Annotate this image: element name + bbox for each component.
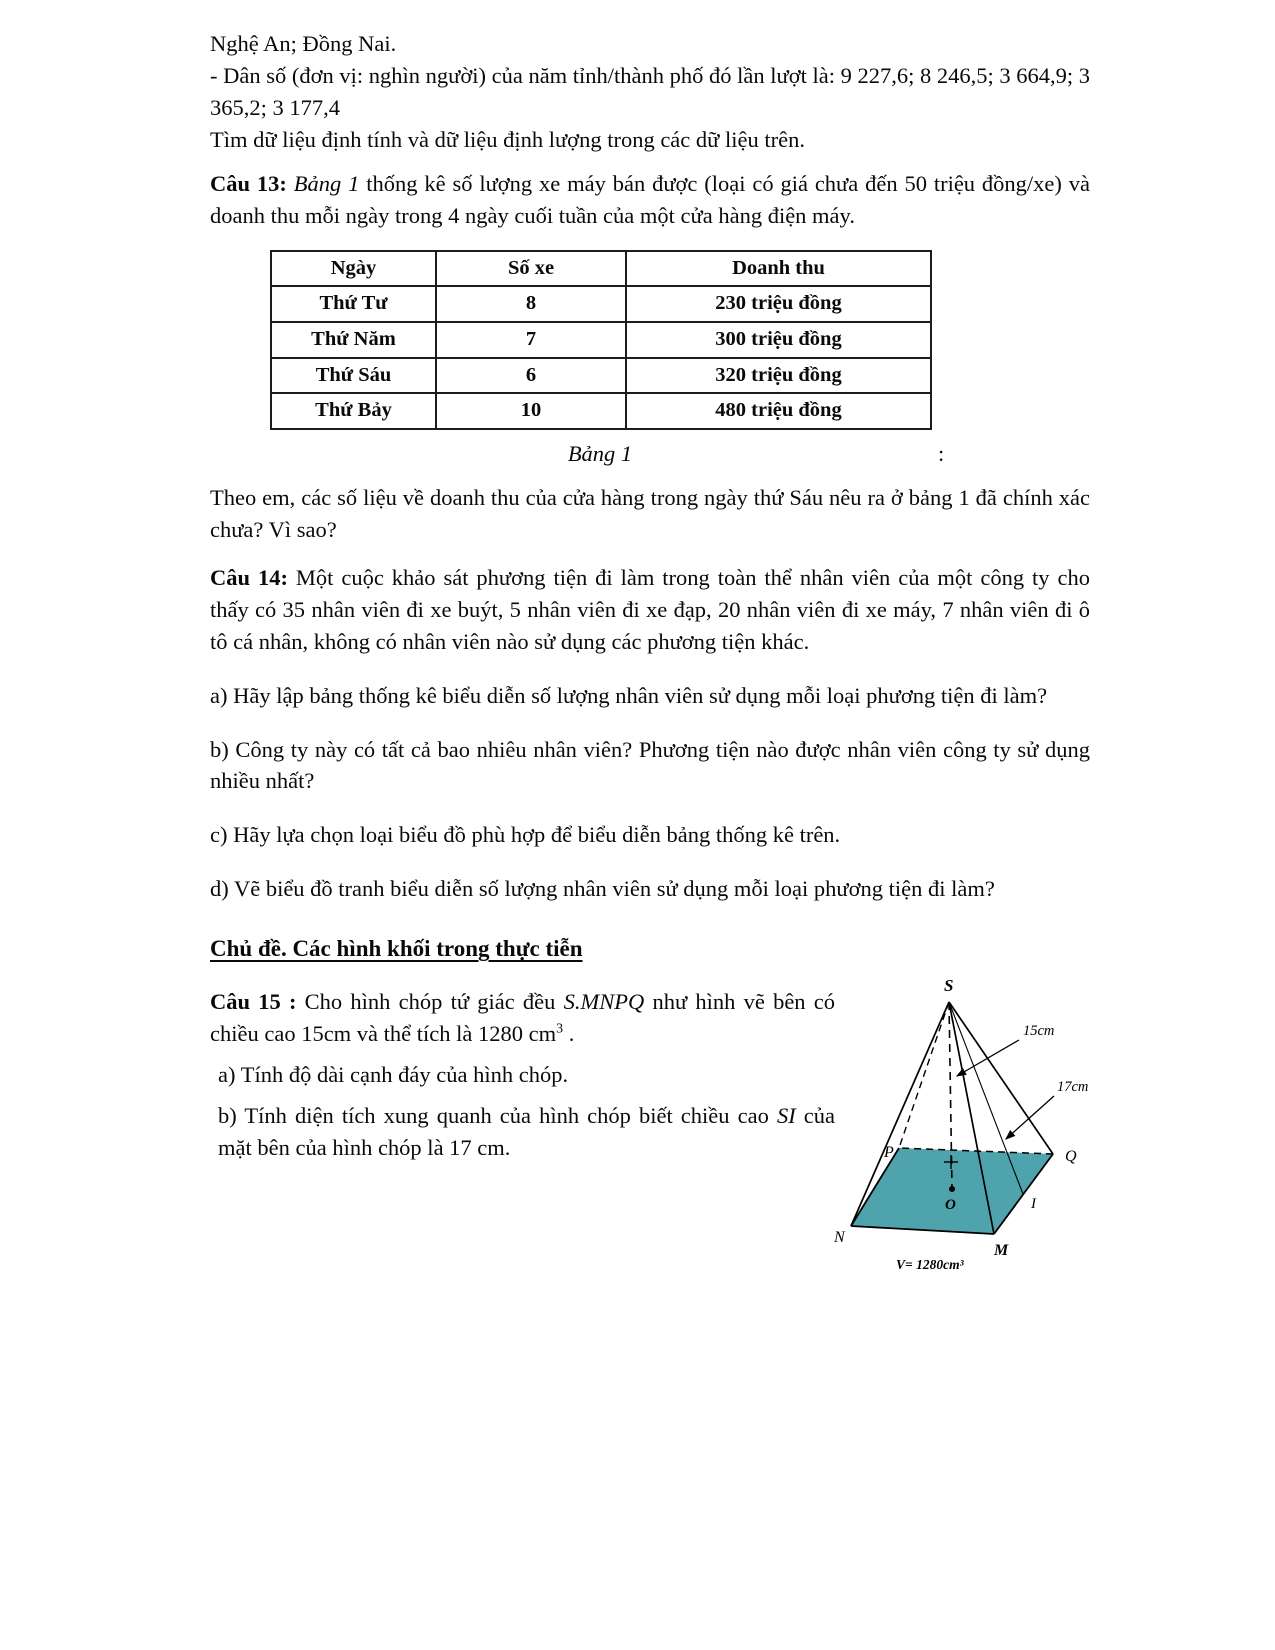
table-cell: 320 triệu đồng [626, 358, 931, 394]
slant-height-name: SI [776, 1102, 796, 1128]
question-14-label: Câu 14: [210, 564, 288, 590]
pyramid-name: S.MNPQ [563, 988, 645, 1014]
question-13-label: Câu 13: [210, 170, 287, 196]
question-15-text-2: như hình vẽ bên có chiều cao 15cm và thể tích là 1280 cm [210, 988, 836, 1046]
intro-line-1: Nghệ An; Đồng Nai. [210, 31, 397, 56]
vertex-label-q: Q [1065, 1147, 1077, 1165]
intro-line-2: - Dân số (đơn vị: nghìn người) của năm tỉnh/thành phố đó lần lượt là: 9 227,6; 8 246,5; 3 664,9; 3 365,2; 3 177,4 [210, 62, 1090, 120]
table-cell: Thứ Tư [271, 286, 436, 322]
question-15-part-b [210, 1100, 835, 1164]
table-row [271, 358, 931, 394]
table-cell: 230 triệu đồng [626, 286, 931, 322]
sales-table [270, 250, 932, 430]
table-cell: 300 triệu đồng [626, 322, 931, 358]
sales-table-body [271, 286, 931, 429]
question-15-text-3: . [568, 1020, 575, 1046]
table-header-row [271, 251, 931, 287]
question-13-followup: Theo em, các số liệu về doanh thu của cửa hàng trong ngày thứ Sáu nêu ra ở bảng 1 đã chính xác chưa? Vì sao? [210, 484, 1090, 542]
question-13-text: thống kê số lượng xe máy bán được (loại có giá chưa đến 50 triệu đồng/xe) và doanh thu mỗi ngày trong 4 ngày cuối tuần của một cửa hàng điện máy. [210, 170, 1090, 228]
slant-label: 17cm [1057, 1078, 1089, 1095]
height-label: 15cm [1023, 1022, 1055, 1039]
center-label-o: O [945, 1196, 956, 1213]
table-header-count: Số xe [436, 251, 626, 287]
question-15-text-1: Cho hình chóp tứ giác đều [304, 988, 556, 1014]
table-cell: 480 triệu đồng [626, 393, 931, 429]
stray-colon: : [938, 440, 945, 466]
vertex-label-n: N [834, 1228, 845, 1246]
question-15-text-block [210, 986, 835, 1164]
question-15-intro [210, 986, 835, 1050]
table-header-day: Ngày [271, 251, 436, 287]
volume-label: V= 1280cm³ [896, 1256, 964, 1272]
cubed-exponent: 3 [556, 1021, 564, 1037]
question-15-label: Câu 15 : [210, 988, 297, 1014]
question-13 [210, 168, 1090, 232]
question-14-part-a: a) Hãy lập bảng thống kê biểu diễn số lượng nhân viên sử dụng mỗi loại phương tiện đi làm? [210, 682, 1048, 708]
table-cell: 8 [436, 286, 626, 322]
table-cell: Thứ Năm [271, 322, 436, 358]
question-13-table-ref: Bảng 1 [293, 170, 360, 196]
vertex-label-m: M [994, 1241, 1009, 1259]
question-15-part-b-text-2: của mặt bên của hình chóp là 17 cm. [218, 1102, 836, 1160]
table-cell: Thứ Bảy [271, 393, 436, 429]
question-15-section [210, 975, 1090, 1316]
table-cell: 7 [436, 322, 626, 358]
table-cell: 10 [436, 393, 626, 429]
table-row [271, 286, 931, 322]
slant-arrow [1006, 1096, 1054, 1139]
midpoint-label-i: I [1031, 1195, 1036, 1212]
table-header-revenue: Doanh thu [626, 251, 931, 287]
question-14-text: Một cuộc khảo sát phương tiện đi làm trong toàn thể nhân viên của một công ty cho thấy có 35 nhân viên đi xe buýt, 5 nhân viên đi xe đạp, 20 nhân viên đi xe máy, 7 nhân viên đi ô tô cá nhân, không có nhân viên nào sử dụng các phương tiện khác. [210, 564, 1090, 654]
question-14-part-c: c) Hãy lựa chọn loại biểu đồ phù hợp để biểu diễn bảng thống kê trên. [210, 822, 841, 848]
table-row [271, 393, 931, 429]
table-cell: 6 [436, 358, 626, 394]
pyramid-figure [826, 976, 1138, 1281]
table-row [271, 322, 931, 358]
table-caption-row [270, 438, 945, 470]
question-14-part-b: b) Công ty này có tất cả bao nhiêu nhân viên? Phương tiện nào được nhân viên công ty sử dụng nhiều nhất? [210, 736, 1090, 794]
vertex-label-p: P [884, 1143, 894, 1161]
topic-heading: Chủ đề. Các hình khối trong thực tiễn [210, 936, 583, 962]
question-15-part-a: a) Tính độ dài cạnh đáy của hình chóp. [218, 1061, 569, 1087]
table-cell: Thứ Sáu [271, 358, 436, 394]
table-caption: Bảng 1 [567, 440, 633, 466]
intro-line-3: Tìm dữ liệu định tính và dữ liệu định lượng trong các dữ liệu trên. [210, 126, 805, 152]
question-15-part-b-text-1: b) Tính diện tích xung quanh của hình chóp biết chiều cao [218, 1102, 769, 1128]
question-14-part-d: d) Vẽ biểu đồ tranh biểu diễn số lượng nhân viên sử dụng mỗi loại phương tiện đi làm? [210, 876, 995, 902]
vertex-label-s: S [944, 975, 954, 995]
center-point-o [949, 1186, 955, 1192]
question-14 [210, 562, 1090, 658]
edge-sp-hidden [899, 1002, 949, 1148]
